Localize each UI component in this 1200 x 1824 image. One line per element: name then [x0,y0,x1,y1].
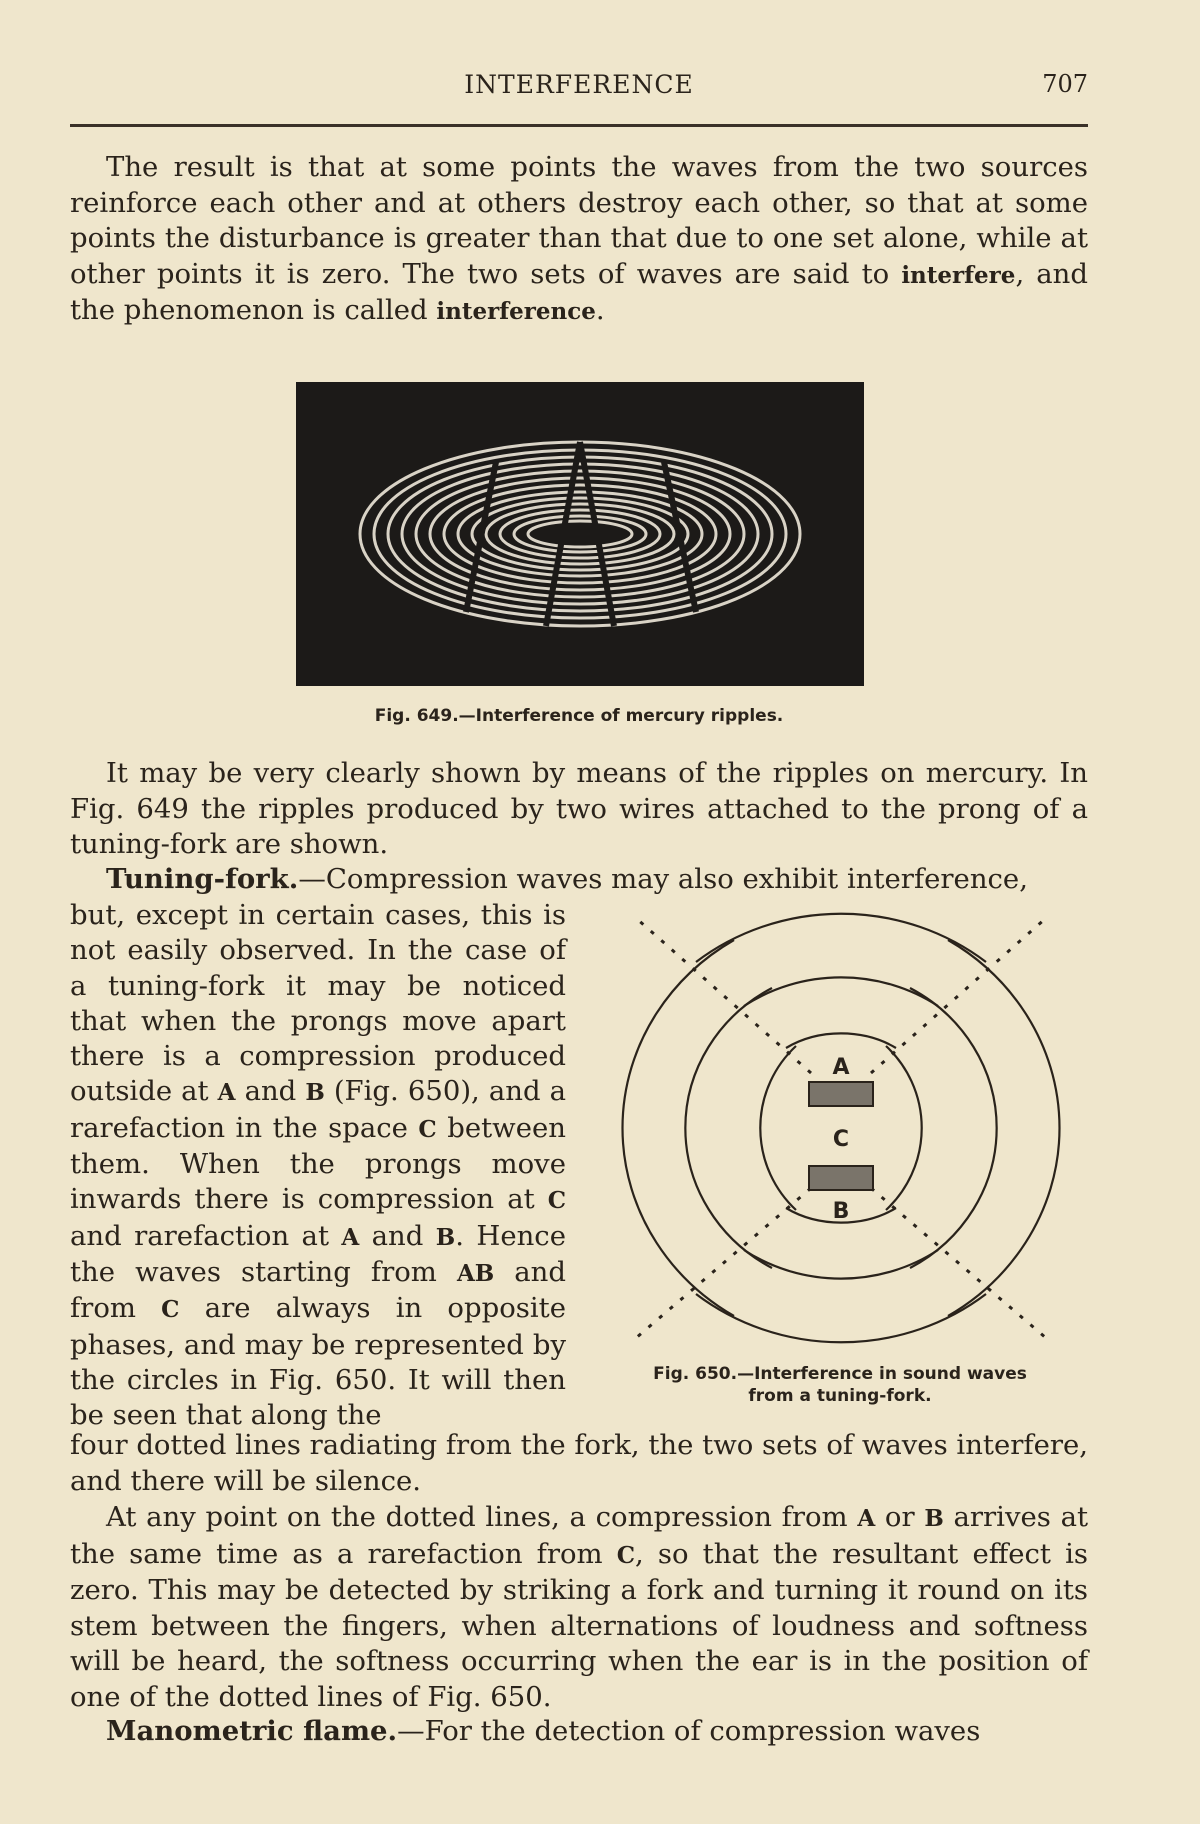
text-run: and [359,1219,436,1252]
page-number: 707 [1042,70,1088,98]
term-interfere: interfere [901,261,1016,289]
paragraph-dotted-lines [70,1500,1088,1715]
outer-circle-arc-bottom [696,1294,986,1342]
text-run: Compression waves may also exhibit interference, [325,863,1028,895]
heading-manometric-flame: Manometric flame. [106,1715,398,1747]
ripple-pattern-image [296,382,864,686]
label-a: A [857,1505,876,1532]
text-run: between them. When the prongs move inwards there is compression at [70,1111,566,1216]
paragraph-mercury-ripples: It may be very clearly shown by means of the ripples on mercury. In Fig. 649 the ripples produced by two wires attached to the prong of a tuning-fork are shown. [70,757,1088,860]
text-run: (Fig. 650), and a rarefaction in the space [70,1075,566,1144]
outer-circle-arc-right [948,940,1060,1316]
text-run: . [595,294,605,326]
paragraph-tuning-fork-tail: four dotted lines radiating from the fork, the two sets of waves interfere, and there will be silence. [70,1429,1089,1497]
term-interference: interference [436,298,596,325]
label-c: C [161,1296,180,1324]
header-rule [70,124,1088,127]
text-run: but, except in certain cases, this is not easily observed. In the case of a tuning-fork it may be noticed that when the prongs move apart there is a compression produced outside at [70,899,566,1108]
text-run: At any point on the dotted lines, a compression from [106,1501,858,1533]
paragraph-tuning-fork-wrapped [70,898,566,1433]
diagram-label-a: A [832,1055,850,1080]
label-b: B [305,1079,325,1107]
dotted-line-lower-right [871,1188,1046,1338]
figure-650-caption-line-1: Fig. 650.—Interference in sound waves [653,1364,1027,1384]
figure-650-caption [600,1363,1080,1407]
heading-tuning-fork: Tuning-fork. [106,863,299,895]
text-run: The result is that at some points the waves from the two sources reinforce each other and at others destroy each other, so that at some points the disturbance is greater than that due to one set alone, while at other points it is zero. The two sets of waves are said to [70,151,1088,290]
middle-circle-arc-bottom [744,1250,938,1279]
label-b: B [435,1223,456,1251]
middle-circle-arc-left [685,988,772,1268]
text-run: and [235,1075,306,1108]
text-run: arrives at the same time as a rarefaction from [70,1501,1089,1570]
figure-649-mercury-ripples-photo [296,382,864,686]
paragraph-interference-definition [70,150,1088,330]
label-a: A [217,1079,236,1107]
text-run: — [397,1715,425,1747]
dotted-line-lower-left [636,1188,811,1338]
diagram-label-c: C [832,1127,850,1152]
text-run: and from [70,1255,566,1325]
label-b: B [924,1505,944,1532]
label-ab: AB [456,1259,495,1287]
label-c: C [418,1115,437,1143]
page-header [70,64,1088,104]
figure-650-caption-line-2: from a tuning-fork. [748,1386,932,1406]
paragraph-tuning-fork-intro [70,862,1088,898]
text-run: or [875,1501,925,1533]
middle-circle-arc-top [744,977,938,1006]
text-run: , and the phenomenon is called [70,257,1088,326]
figure-650-tuning-fork-diagram [596,898,1086,1358]
figure-649-caption: Fig. 649.—Interference of mercury ripples. [374,706,784,726]
label-c: C [547,1187,566,1215]
inner-arc-top [786,1033,896,1048]
text-run: For the detection of compression waves [424,1715,981,1747]
label-a: A [341,1223,360,1251]
diagram-label-b: B [832,1199,850,1224]
text-run: are always in opposite phases, and may be represented by the circles in Fig. 650. It will then be seen that along the [70,1292,566,1432]
dotted-line-upper-left [636,918,811,1073]
text-run: — [298,863,326,895]
label-c: C [616,1541,636,1569]
outer-circle-arc-left [622,940,734,1316]
middle-circle-arc-right [910,988,997,1268]
inner-circle-arc-left [760,1046,796,1210]
interference-circles-diagram [596,898,1086,1358]
text-run: , so that the resultant effect is zero. This may be detected by striking a fork and turning it round on its stem between the fingers, when alternations of loudness and softness will be heard, the softness occurring when the ear is in the position of one of the dotted lines of Fig. 650. [70,1537,1088,1713]
running-title: INTERFERENCE [464,70,694,99]
dotted-line-upper-right [871,918,1046,1073]
paragraph-manometric-flame [70,1714,1088,1750]
text-run: and rarefaction at [70,1219,342,1252]
outer-circle-arc-top [696,914,986,962]
fork-prong-b [809,1166,873,1190]
fork-prong-a [809,1082,873,1106]
inner-circle-arc-right [886,1046,922,1210]
text-run: . Hence the waves starting from [70,1219,566,1288]
